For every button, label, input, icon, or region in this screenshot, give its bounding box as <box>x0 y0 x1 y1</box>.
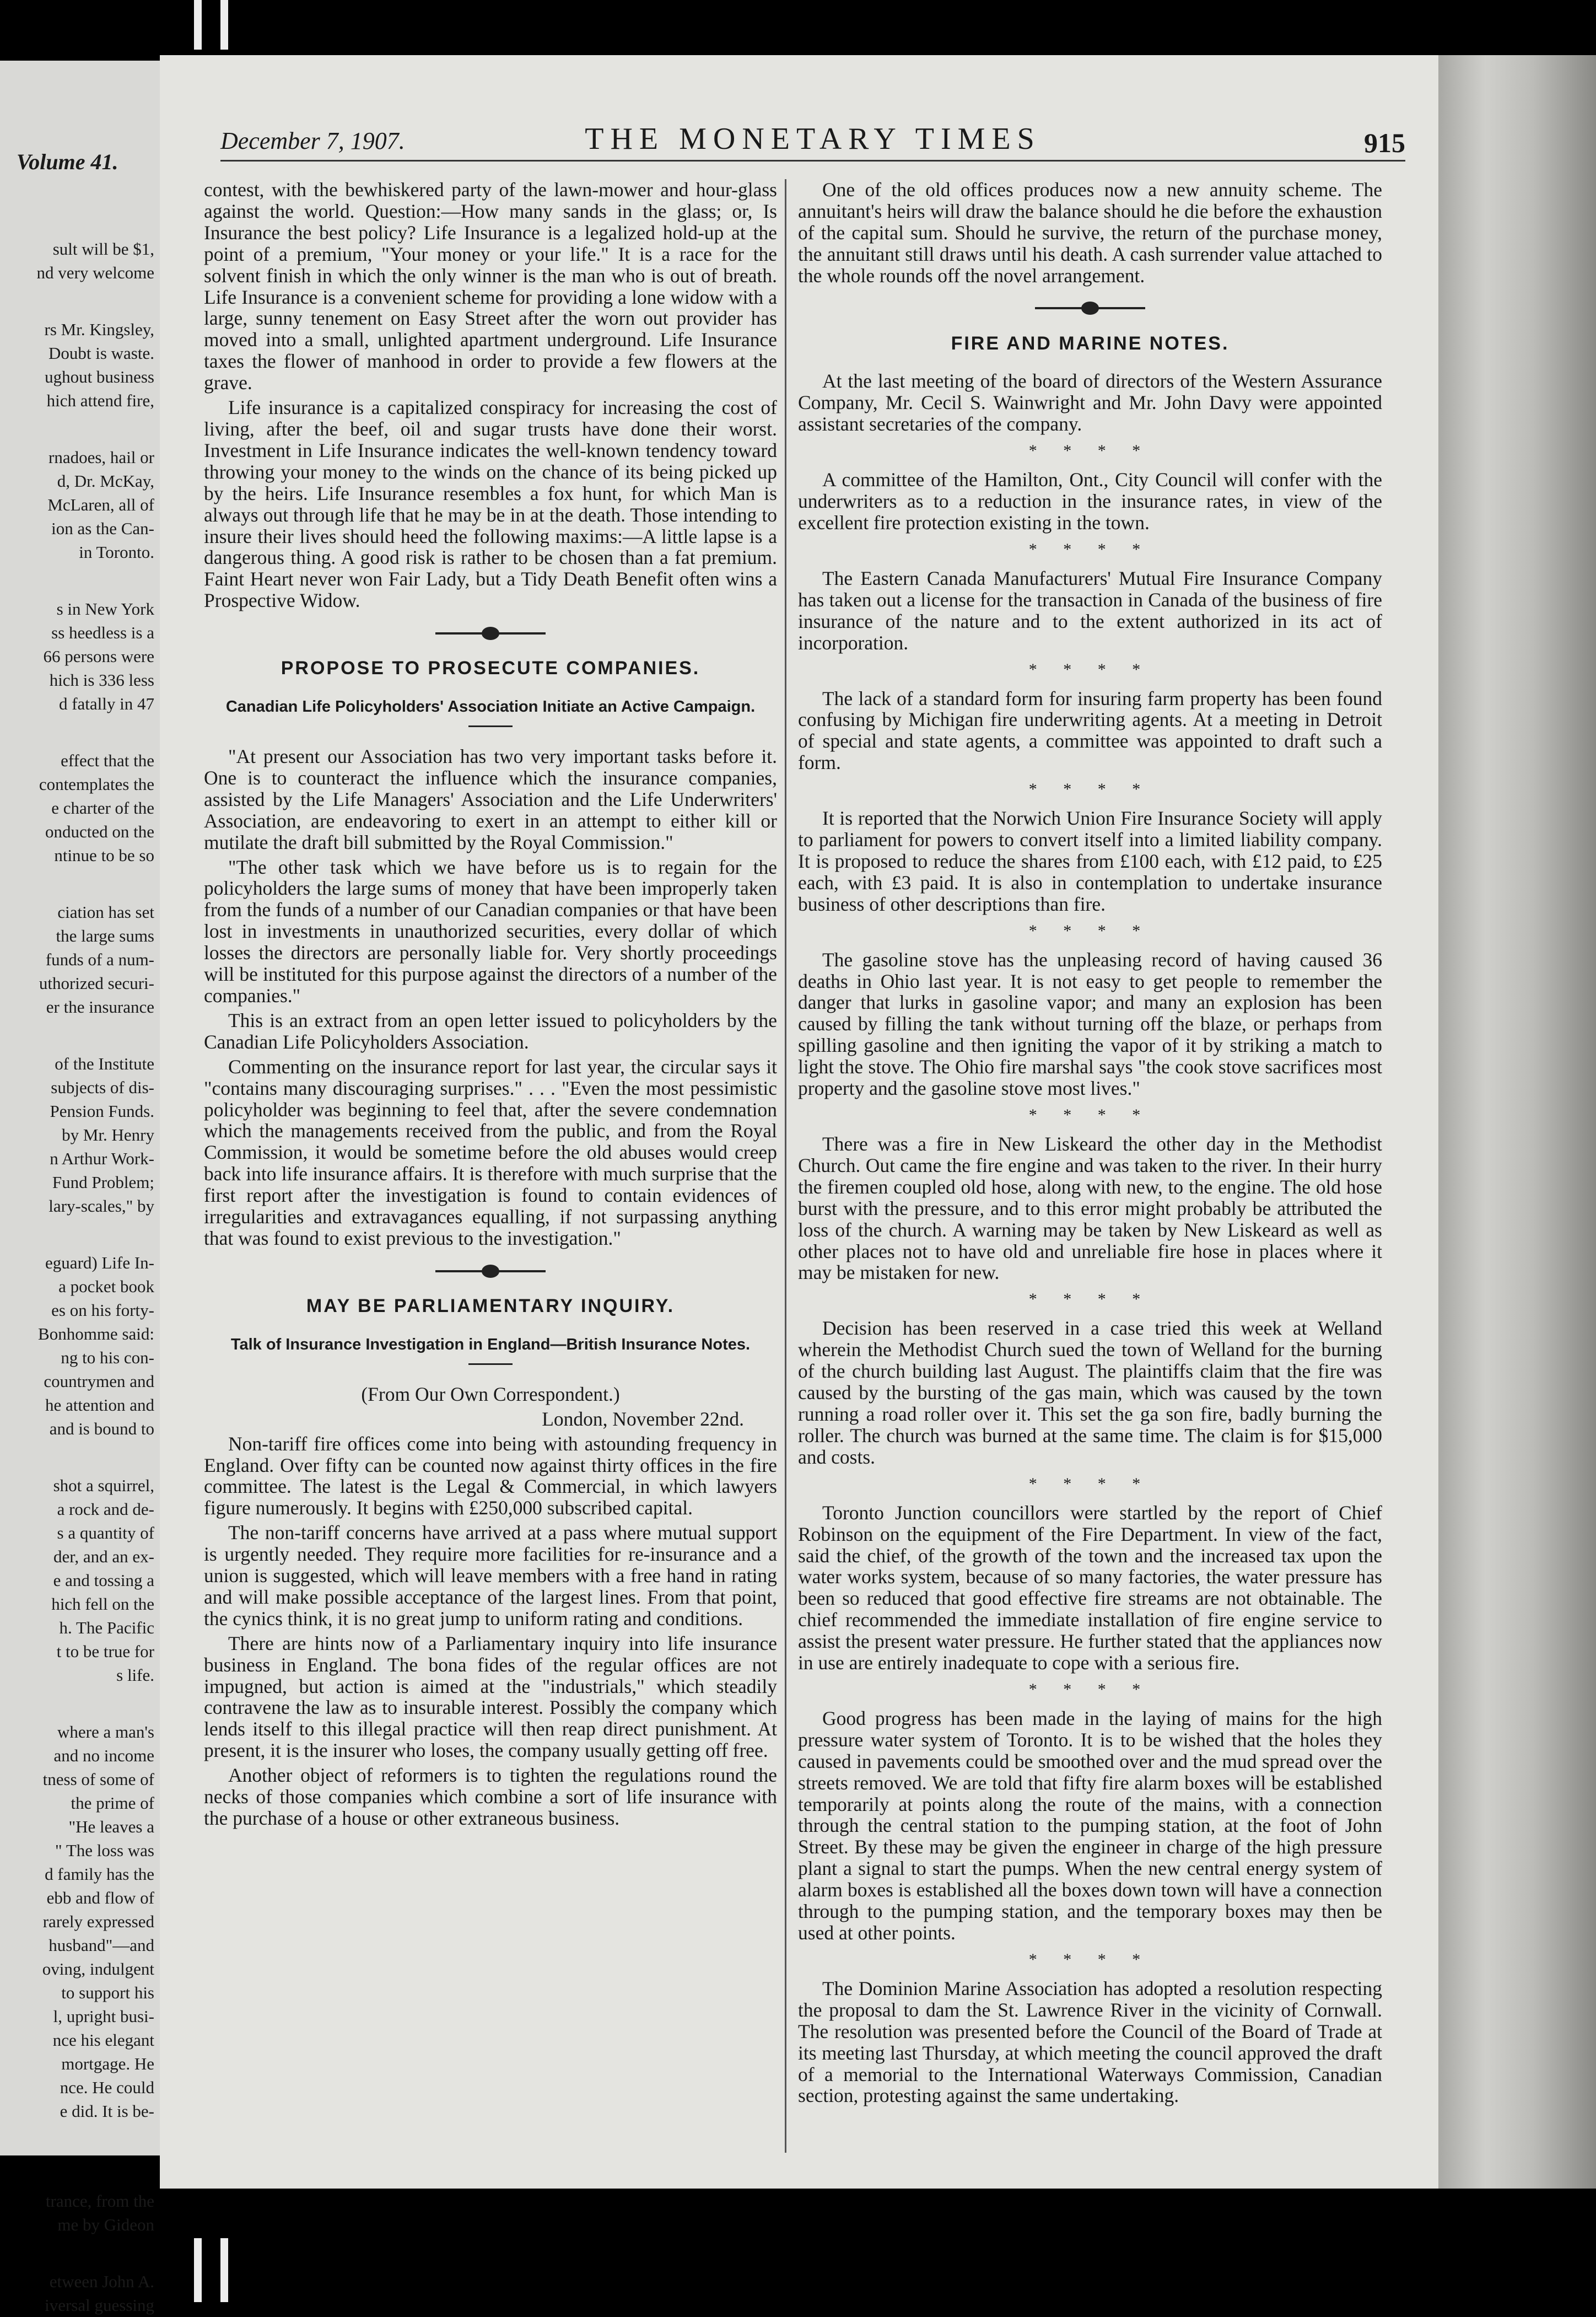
fragment-line: he attention and <box>45 1395 154 1415</box>
fragment-line: contemplates the <box>39 775 154 794</box>
note-separator: * * * * <box>1028 921 1152 940</box>
film-perforation-bottom-2 <box>220 2238 228 2302</box>
fragment-line: husband"—and <box>48 1936 154 1955</box>
fragment-gap <box>0 716 154 749</box>
fragment-gap <box>0 1218 154 1251</box>
fragment-line: uthorized securi- <box>39 974 154 993</box>
fragment-line: rarely expressed <box>42 1912 154 1931</box>
fragment-line: h. The Pacific <box>59 1618 154 1637</box>
fragment-line: a pocket book <box>58 1277 154 1296</box>
article-heading: PROPOSE TO PROSECUTE COMPANIES. <box>281 658 700 679</box>
paragraph: contest, with the bewhiskered party of the lawn-mower and hour-glass against the world. Question:—How many sands in the glass; or, Is Insurance the best policy? Life Insurance is a legalized hold-up at the point of a premium, "Your money or your life." It is a race for the solvent finish in which the only winner is the man who is out of breath. Life Insurance is a convenient scheme for providing a lone widow with a large, sunny tenement on Easy Street after the worn out provider has moved into a small, unlighted apartment underground. Life Insurance taxes the flower of manhood in order to provide a few flowers at the grave. <box>204 179 777 394</box>
fragment-line: ntinue to be so <box>54 846 154 865</box>
paragraph: "The other task which we have before us is to regain for the policyholders the large sums of money that have been improperly taken from the funds of a number of our Canadian companies or that have been lost in investments in unauthorized securities, every dollar of which losses the directors are personally liable for. Very shortly proceedings will be instituted for this purpose against the directors of a number of the companies." <box>204 856 778 1007</box>
note-paragraph: At the last meeting of the board of directors of the Western Assurance Company, Mr. Cecil S. Wainwright and Mr. John Davy were appointed assistant secretaries of the company. <box>798 370 1382 436</box>
fragment-line: er the insurance <box>46 997 154 1017</box>
fragment-line: lary-scales," by <box>48 1196 154 1216</box>
fragment-line: " The loss was <box>55 1841 154 1860</box>
fragment-line: ion as the Can- <box>51 519 154 538</box>
fragment-line: and is bound to <box>49 1419 154 1438</box>
film-perforation-bottom-1 <box>194 2238 202 2302</box>
fragment-line: d fatally in 47 <box>58 694 154 713</box>
fragment-line: ciation has set <box>57 902 154 922</box>
note-separator: * * * * <box>1028 1106 1152 1124</box>
paragraph: The non-tariff concerns have arrived at a pass where mutual support is urgently needed. They require more facilities for re-insurance and a union is suggested, which will leave members with a free hand in rating and will make possible acceptance of the largest lines. From that point, the cynics think, it is no great jump to uniform rating and conditions. <box>204 1522 777 1630</box>
paragraph: "At present our Association has two very important tasks before it. One is to counteract the influence which the insurance companies, assisted by the Life Managers' Association and the Life Underwriters' Association, are endeavoring to exert in an attempt to either kill or mutilate the draft bill submitted by the Royal Commission." <box>204 745 777 853</box>
fragment-line: iversal guessing <box>45 2296 154 2315</box>
fragment-line: onducted on the <box>45 822 154 841</box>
fragment-line: s life. <box>116 1665 154 1685</box>
film-perforation-top-2 <box>220 0 228 50</box>
note-separator: * * * * <box>1028 1474 1152 1493</box>
divider <box>468 1363 513 1365</box>
fragment-line: in Toronto. <box>79 542 154 562</box>
paragraph: Life insurance is a capitalized conspiracy for increasing the cost of living, after the beef, oil and sugar trusts have done their worst. Investment in Life Insurance indicates the well-known tendency toward throwing your money to the winds on the chance of its being picked up by the heirs. Life Insurance resembles a fox hunt, for which Man is always out through life that he may be in at the death. Those intending to insure their lives should heed the following maxims:—A little lapse is a dangerous thing. A good risk is rather to be chosen than a fat premium. Faint Heart never won Fair Lady, but a Tidy Death Benefit often wins a Prospective Widow. <box>204 396 777 612</box>
paragraph: One of the old offices produces now a new annuity scheme. The annuitant's heirs will draw the balance should he die before the exhaustion of the capital sum. Should he survive, the return of the purchase money, the annuitant still draws until his death. A cash surrender value attached to the whole rounds off the novel arrangement. <box>798 179 1382 287</box>
fragment-line: a rock and de- <box>57 1499 154 1519</box>
fragment-line: funds of a num- <box>45 950 154 969</box>
fragment-line: mortgage. He <box>61 2054 154 2073</box>
note-separator: * * * * <box>1028 1680 1152 1698</box>
note-paragraph: Toronto Junction councillors were startled by the report of Chief Robinson on the equipment of the Fire Department. In view of the fact, said the chief, of the growth of the town and the increased tax upon the water works system, because of so many factories, the water pressure has been so reduced that good effective fire streams are not obtainable. The chief recommended the immediate installation of fire engine service to assist the present water pressure. He further stated that the appliances now in use are entirely inadequate to cope with a serious fire. <box>798 1501 1382 1674</box>
paragraph: Commenting on the insurance report for last year, the circular says it "contains many discouraging surprises." . . . "Even the most pessimistic policyholder was beginning to feel that, after the severe condemnation which the managements received from the public, and from the Royal Commission, it would be sometime before the old abuses would creep back into life insurance affairs. It is therefore with much surprise that the first report after the investigation is found to contain evidences of irregularities and extravagances equalling, if not surpassing anything that was found to exist previous to the investigation." <box>204 1055 777 1249</box>
fragment-line: d, Dr. McKay, <box>57 471 154 491</box>
note-paragraph: Decision has been reserved in a case tried this week at Welland wherein the Methodist Church sued the town of Welland for the burning of the church building last August. The plaintiffs claim that the fire was caused by the bursting of the gas main, which was caused by the town running a road roller over it. This set the ga son fire, badly burning the roller. The church was burned at the same time. The claim is for $15,000 and costs. <box>798 1317 1382 1468</box>
newspaper-page <box>160 55 1438 2189</box>
page-number: 915 <box>1364 127 1405 158</box>
fragment-line: shot a squirrel, <box>53 1476 154 1495</box>
volume-label: Volume 41. <box>17 149 118 174</box>
fragment-line: hich fell on the <box>51 1594 154 1614</box>
note-separator: * * * * <box>1028 660 1152 679</box>
dateline: London, November 22nd. <box>542 1407 744 1430</box>
fragment-line: trance, from the <box>45 2191 154 2211</box>
article-subheading: Canadian Life Policyholders' Association Initiate an Active Campaign. <box>225 698 756 716</box>
fragment-line: e and tossing a <box>53 1571 154 1590</box>
fragment-line: McLaren, all of <box>47 495 154 514</box>
fragment-line: l, upright busi- <box>53 2007 154 2026</box>
fragment-line: e did. It is be- <box>60 2101 154 2121</box>
fragment-line: ughout business <box>45 367 154 386</box>
paragraph: Another object of reformers is to tighten the regulations round the necks of those companies which combine a sort of life insurance with the purchase of a house or other extraneous business. <box>204 1764 777 1829</box>
fragment-line: nce. He could <box>60 2078 154 2097</box>
fragment-line: rnadoes, hail or <box>48 448 154 467</box>
article-heading: FIRE AND MARINE NOTES. <box>951 332 1230 354</box>
fragment-line: subjects of dis- <box>51 1078 154 1097</box>
previous-page-text <box>0 237 159 2317</box>
fragment-line: ebb and flow of <box>46 1888 154 1907</box>
note-paragraph: It is reported that the Norwich Union Fire Insurance Society will apply to parliament for powers to convert itself into a limited liability company. It is proposed to reduce the shares from £100 each, with £12 paid, to £25 each, with £3 paid. It is also in contemplation to undertake insurance business of other descriptions than fire. <box>798 807 1382 915</box>
fragment-gap <box>0 2237 154 2270</box>
fragment-line: sult will be $1, <box>52 239 154 259</box>
fragment-gap <box>0 2123 154 2156</box>
fragment-line: the prime of <box>71 1793 154 1813</box>
paragraph: This is an extract from an open letter issued to policyholders by the Canadian Life Policyholders Association. <box>204 1009 777 1053</box>
paragraph: Non-tariff fire offices come into being with astounding frequency in England. Over fifty can be counted now against thirty offices in the fire committee. The latest is the Legal & Commercial, in which lawyers figure numerously. It begins with £250,000 subscribed capital. <box>204 1432 777 1519</box>
note-separator: * * * * <box>1028 442 1152 460</box>
fragment-gap <box>0 412 154 445</box>
fragment-line: hich is 336 less <box>49 670 154 690</box>
divider <box>468 725 513 727</box>
note-separator: * * * * <box>1028 1950 1152 1969</box>
fragment-line: oving, indulgent <box>42 1959 154 1979</box>
note-separator: * * * * <box>1028 780 1152 799</box>
fragment-line: s a quantity of <box>57 1523 154 1542</box>
fragment-line: d family has the <box>45 1864 154 1884</box>
fragment-line: hich attend fire, <box>46 391 154 410</box>
fragment-line: "He leaves a <box>68 1817 154 1836</box>
fragment-line: t to be true for <box>56 1642 154 1661</box>
fragment-line: ss heedless is a <box>51 623 154 642</box>
page-header <box>220 116 1405 162</box>
fragment-line: rs Mr. Kingsley, <box>44 320 154 339</box>
article-heading: MAY BE PARLIAMENTARY INQUIRY. <box>306 1295 675 1316</box>
film-perforation-top-1 <box>194 0 202 50</box>
note-separator: * * * * <box>1028 540 1152 558</box>
fragment-line: Doubt is waste. <box>48 343 154 363</box>
fragment-line: der, and an ex- <box>53 1547 154 1566</box>
fragment-line: tness of some of <box>42 1770 154 1789</box>
fragment-gap <box>0 1440 154 1474</box>
binding-edge <box>1438 55 1596 2189</box>
fragment-gap <box>0 867 154 900</box>
fragment-line: and no income <box>53 1746 154 1765</box>
left-column <box>204 179 777 1829</box>
fragment-gap <box>0 2156 154 2189</box>
column-rule <box>785 179 786 2153</box>
note-paragraph: The gasoline stove has the unpleasing record of having caused 36 deaths in Ohio last year. It is not easy to get people to remember the danger that lurks in gasoline vapor; and many an explosion has been caused by filling the tank without turning off the blaze, or perhaps from spilling gasoline and then igniting the vapor of it by striking a match to light the stove. The Ohio fire marshal says "the cook stove sacrifices most property and the gasoline stove most lives." <box>798 948 1382 1100</box>
fragment-line: nce his elegant <box>52 2030 154 2050</box>
fragment-line: nd very welcome <box>36 263 154 282</box>
fragment-line: where a man's <box>57 1722 154 1741</box>
note-separator: * * * * <box>1028 1290 1152 1309</box>
article-subheading: Talk of Insurance Investigation in England—British Insurance Notes. <box>230 1335 751 1353</box>
fragment-line: effect that the <box>61 751 154 770</box>
fragment-line: countrymen and <box>44 1372 154 1391</box>
fragment-line: by Mr. Henry <box>62 1125 154 1144</box>
issue-date: December 7, 1907. <box>220 127 405 154</box>
fragment-gap <box>0 284 154 318</box>
fragment-line: e charter of the <box>51 798 154 818</box>
section-ornament <box>798 295 1382 318</box>
fragment-line: eguard) Life In- <box>45 1253 154 1272</box>
fragment-line: to support his <box>61 1983 154 2002</box>
fragment-line: me by Gideon <box>57 2215 154 2234</box>
fragment-gap <box>0 1019 154 1052</box>
previous-page-fragment <box>0 61 163 2315</box>
right-column <box>798 179 1382 2106</box>
paragraph: There are hints now of a Parliamentary inquiry into life insurance business in England. The bona fides of the regular offices are not impugned, but action is aimed at the "industrials," which steadily contravene the law as to insurable interest. Possibly the company which lends itself to this illegal practice will then reap direct punishment. At present, it is the insurer who loses, the company usually getting off free. <box>204 1632 777 1762</box>
fragment-gap <box>0 1687 154 1720</box>
fragment-line: n Arthur Work- <box>50 1149 154 1168</box>
fragment-line: es on his forty- <box>51 1300 154 1320</box>
fragment-line: ng to his con- <box>61 1348 154 1367</box>
note-paragraph: A committee of the Hamilton, Ont., City Council will confer with the underwriters as to a reduction in the insurance rates, in view of the excellent fire protection existing in the town. <box>798 469 1382 534</box>
fragment-line: etween John A. <box>49 2272 154 2291</box>
fragment-line: Fund Problem; <box>52 1173 154 1192</box>
fragment-line: the large sums <box>56 926 154 945</box>
fragment-line: of the Institute <box>55 1054 154 1073</box>
publication-title: THE MONETARY TIMES <box>585 122 1041 156</box>
note-paragraph: The Eastern Canada Manufacturers' Mutual Fire Insurance Company has taken out a license for the transaction in Canada of the business of fire insurance of the nature and to the extent authorized in its act of incorporation. <box>798 567 1382 654</box>
fragment-line: Pension Funds. <box>50 1101 154 1121</box>
note-paragraph: The Dominion Marine Association has adopted a resolution respecting the proposal to dam the St. Lawrence River in the vicinity of Cornwall. The resolution was presented before the Council of the Board of Trade at its meeting last Thursday, at which meeting the council approved the draft of a memorial to the International Waterways Commission, Canadian section, protesting against the same undertaking. <box>798 1977 1382 2107</box>
note-paragraph: The lack of a standard form for insuring farm property has been found confusing by Michigan fire underwriting agents. At a meeting in Detroit of special and state agents, a committee was appointed to draft such a form. <box>798 687 1382 774</box>
byline: (From Our Own Correspondent.) <box>361 1383 620 1405</box>
note-paragraph: Good progress has been made in the laying of mains for the high pressure water system of Toronto. It is to be wished that the holes they caused in pavements could be smoothed over and the mud spread over the streets removed. We are told that fifty fire alarm boxes will be established temporarily at points along the route of the mains, with a connection through the central station to the pumping station, at the foot of John Street. By these may be given the engineer in charge of the high pressure plant a signal to start the pumps. When the new central energy system of alarm boxes is established all the boxes down town will have a connection through to the pumping station, and the temporary boxes may then be used at other points. <box>798 1707 1382 1944</box>
section-ornament <box>204 620 777 642</box>
fragment-line: s in New York <box>56 599 154 619</box>
fragment-line: Bonhomme said: <box>38 1324 154 1343</box>
note-paragraph: There was a fire in New Liskeard the other day in the Methodist Church. Out came the fire engine and was taken to the river. In their hurry the firemen coupled old hose, along with new, to the engine. The old hose burst with the pressure, and to this error might probably be attributed the loss of the church. A warning may be taken by New Liskeard as well as other places not to have old and unreliable fire hose in places where it may be mistaken for new. <box>798 1133 1382 1284</box>
fragment-line: 66 persons were <box>43 647 154 666</box>
fragment-gap <box>0 564 154 597</box>
section-ornament <box>204 1258 777 1280</box>
